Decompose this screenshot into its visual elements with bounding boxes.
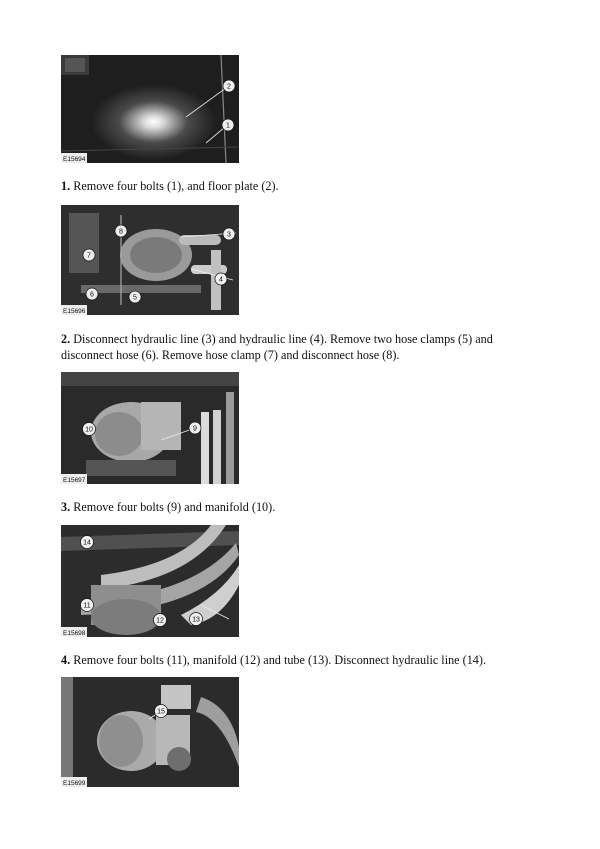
callout-5: [129, 291, 141, 303]
figure-2-photo: [61, 205, 239, 315]
svg-text:6: 6: [90, 291, 94, 299]
callout-2: [223, 80, 235, 92]
svg-text:1: 1: [226, 122, 230, 130]
callout-10: [83, 423, 96, 436]
svg-text:12: 12: [156, 617, 164, 625]
svg-text:5: 5: [133, 294, 137, 302]
svg-text:9: 9: [193, 425, 197, 433]
figure-4-photo: [61, 525, 239, 637]
figure-1-code: E15694: [63, 156, 86, 163]
callout-7: [83, 249, 95, 261]
step-2: 2. Disconnect hydraulic line (3) and hydraulic line (4). Remove two hose clamps (5) and disconnect hose (6). Remove hose clamp (7) and disconnect hose (8).: [61, 332, 493, 362]
callout-3: [223, 228, 235, 240]
callout-8: [115, 225, 127, 237]
svg-text:14: 14: [83, 539, 91, 547]
callout-9: [189, 422, 201, 434]
figure-5-code: E15699: [63, 780, 86, 787]
callout-15: [155, 705, 168, 718]
figure-3-photo: [61, 372, 239, 484]
svg-text:4: 4: [219, 276, 223, 284]
step-3: 3. Remove four bolts (9) and manifold (10).: [61, 500, 276, 514]
callout-6: [86, 288, 98, 300]
figure-2-code: E15696: [63, 308, 86, 315]
figure-4-code: E15698: [63, 630, 86, 637]
callout-12: [154, 614, 167, 627]
svg-text:2: 2: [227, 83, 231, 91]
svg-text:11: 11: [83, 602, 91, 610]
callout-14: [81, 536, 94, 549]
step-4: 4. Remove four bolts (11), manifold (12) and tube (13). Disconnect hydraulic line (14).: [61, 653, 486, 667]
svg-text:7: 7: [87, 252, 91, 260]
callout-11: [81, 599, 94, 612]
callout-13: [190, 613, 203, 626]
svg-text:3: 3: [227, 231, 231, 239]
figure-3-code: E15697: [63, 477, 86, 484]
svg-text:8: 8: [119, 228, 123, 236]
callout-4: [215, 273, 227, 285]
figure-1-photo: [61, 55, 239, 163]
figure-5-photo: [61, 677, 239, 787]
svg-text:15: 15: [157, 708, 165, 716]
callout-1: [222, 119, 234, 131]
step-1: 1. Remove four bolts (1), and floor plate (2).: [61, 179, 279, 193]
svg-text:10: 10: [85, 426, 93, 434]
svg-text:13: 13: [192, 616, 200, 624]
